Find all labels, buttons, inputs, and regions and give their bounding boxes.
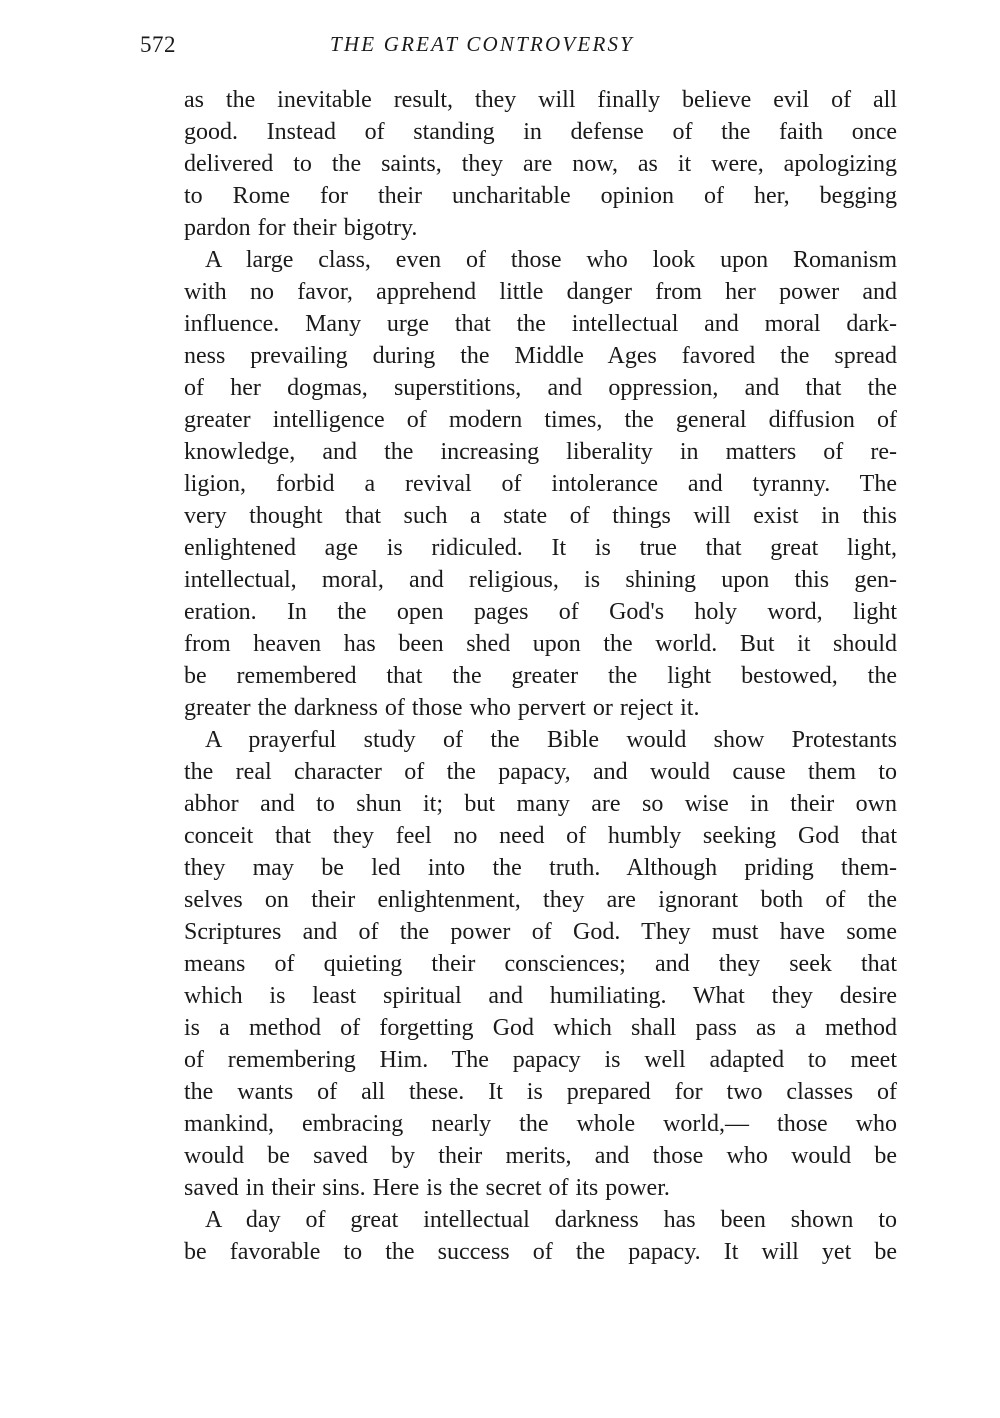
paragraph — [184, 1204, 897, 1268]
text-line: with no favor, apprehend little danger from her power and — [184, 279, 897, 305]
paragraph — [184, 84, 897, 244]
paragraph — [184, 724, 897, 1204]
text-line: pardon for their bigotry. — [184, 215, 418, 241]
running-head-title: THE GREAT CONTROVERSY — [330, 32, 635, 56]
text-line: the wants of all these. It is prepared for two classes of — [184, 1079, 897, 1105]
text-line: the real character of the papacy, and would cause them to — [184, 759, 897, 785]
page-number: 572 — [140, 32, 176, 57]
text-line: from heaven has been shed upon the world. But it should — [184, 631, 897, 657]
text-line: Scriptures and of the power of God. They must have some — [184, 919, 897, 945]
text-line: to Rome for their uncharitable opinion of her, begging — [184, 183, 897, 209]
text-line: as the inevitable result, they will finally believe evil of all — [184, 87, 897, 113]
text-line: mankind, embracing nearly the whole world,— those who — [184, 1111, 897, 1137]
text-line: ligion, forbid a revival of intolerance and tyranny. The — [184, 471, 897, 497]
text-line: ness prevailing during the Middle Ages favored the spread — [184, 343, 897, 369]
text-line: very thought that such a state of things will exist in this — [184, 503, 897, 529]
text-line: intellectual, moral, and religious, is shining upon this gen- — [184, 567, 897, 593]
text-line: be favorable to the success of the papacy. It will yet be — [184, 1239, 897, 1265]
text-line: of remembering Him. The papacy is well adapted to meet — [184, 1047, 897, 1073]
body-text — [184, 84, 897, 1268]
text-line: selves on their enlightenment, they are ignorant both of the — [184, 887, 897, 913]
text-line: eration. In the open pages of God's holy word, light — [184, 599, 897, 625]
text-line: be remembered that the greater the light bestowed, the — [184, 663, 897, 689]
text-line: conceit that they feel no need of humbly seeking God that — [184, 823, 897, 849]
text-line: of her dogmas, superstitions, and oppression, and that the — [184, 375, 897, 401]
text-line: good. Instead of standing in defense of the faith once — [184, 119, 897, 145]
text-line: influence. Many urge that the intellectual and moral dark- — [184, 311, 897, 337]
text-line: abhor and to shun it; but many are so wise in their own — [184, 791, 897, 817]
text-line: greater the darkness of those who pervert or reject it. — [184, 695, 700, 721]
text-line: delivered to the saints, they are now, as it were, apologizing — [184, 151, 897, 177]
paragraph — [184, 244, 897, 724]
text-line: they may be led into the truth. Although priding them- — [184, 855, 897, 881]
text-line: which is least spiritual and humiliating. What they desire — [184, 983, 897, 1009]
text-line: A large class, even of those who look upon Romanism — [205, 247, 897, 273]
text-line: enlightened age is ridiculed. It is true that great light, — [184, 535, 897, 561]
text-line: A prayerful study of the Bible would show Protestants — [205, 727, 897, 753]
text-line: is a method of forgetting God which shall pass as a method — [184, 1015, 897, 1041]
text-line: saved in their sins. Here is the secret of its power. — [184, 1175, 670, 1201]
text-line: A day of great intellectual darkness has been shown to — [205, 1207, 897, 1233]
text-line: knowledge, and the increasing liberality in matters of re- — [184, 439, 897, 465]
text-line: means of quieting their consciences; and they seek that — [184, 951, 897, 977]
text-line: greater intelligence of modern times, the general diffusion of — [184, 407, 897, 433]
text-line: would be saved by their merits, and those who would be — [184, 1143, 897, 1169]
